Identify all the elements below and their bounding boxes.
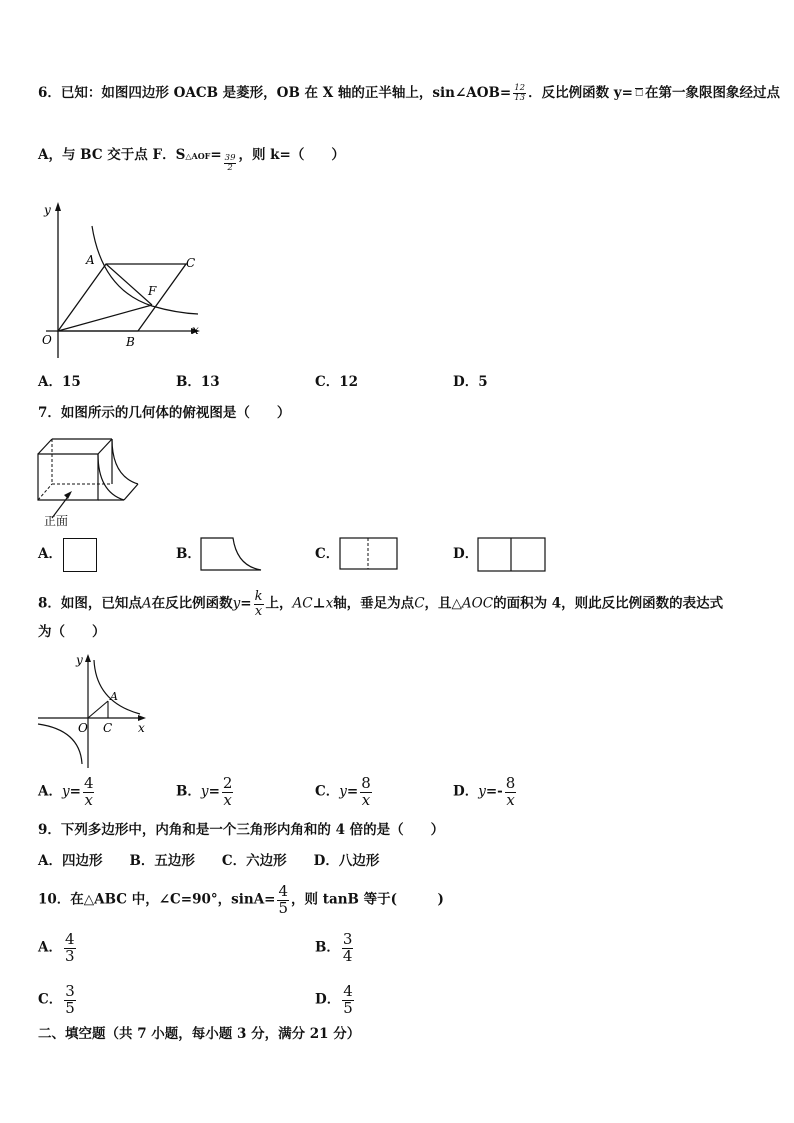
q7-stem: 7．如图所示的几何体的俯视图是（ ）: [38, 405, 291, 421]
q6-text-b: ．反比例函数 y=: [528, 84, 633, 101]
q6-option-a[interactable]: A．15: [38, 374, 81, 390]
q10-option-d[interactable]: D． $\frac{4}{5}$: [315, 982, 353, 1017]
q6-subscript: △AOF: [185, 150, 211, 161]
q8-label-A: A: [110, 690, 118, 703]
q10-stem: 10．在△ABC 中，∠C=90°，sinA= $\frac{4}{5}$ ，则 tanB 等于( ): [38, 882, 444, 917]
section2-heading: 二、填空题（共 7 小题，每小题 3 分，满分 21 分）: [38, 1026, 361, 1042]
q6-text-a: 6．已知：如图四边形 OACB 是菱形，OB 在 X 轴的正半轴上，sin∠AOB=: [38, 84, 512, 101]
q6-func-fraction: □: [634, 88, 643, 99]
q8-option-b[interactable]: B．y= $\frac{2}{x}$: [176, 774, 233, 809]
q9-options[interactable]: A．四边形 B．五边形 C．六边形 D．八边形: [38, 853, 380, 869]
q6-option-c[interactable]: C．12: [315, 374, 359, 390]
q8-option-c[interactable]: C．y= $\frac{8}{x}$: [315, 774, 371, 809]
q9-stem: 9．下列多边形中，内角和是一个三角形内角和的 4 倍的是（ ）: [38, 822, 445, 838]
q10-sin-fraction: $\frac{4}{5}$: [278, 882, 289, 917]
q6-figure: [36, 198, 206, 358]
q7-option-a-shape: [63, 538, 97, 572]
q7-option-b[interactable]: B．: [176, 546, 201, 562]
q10-option-b[interactable]: B． $\frac{3}{4}$: [315, 930, 353, 965]
q6-text-c: 在第一象限图象经过点: [644, 84, 780, 101]
q10-option-c[interactable]: C． $\frac{3}{5}$: [38, 982, 75, 1017]
q7-option-b-shape: [199, 536, 263, 572]
q8-label-y: y: [76, 653, 83, 667]
q8-figure: [36, 650, 156, 770]
q6-label-x: x: [192, 323, 199, 337]
q6-label-A: A: [86, 253, 95, 267]
q6-text-e: ，则 k=（ ）: [238, 146, 345, 163]
q6-line2: A，与 BC 交于点 F．S△AOF= $\frac{39}{2}$ ，则 k=（ ）: [38, 146, 345, 173]
q7-option-a[interactable]: A．: [38, 546, 62, 562]
q10-option-a[interactable]: A． $\frac{4}{3}$: [38, 930, 75, 965]
q6-label-y: y: [44, 203, 51, 217]
q6-area-fraction: $\frac{39}{2}$: [224, 153, 236, 173]
q8-option-d[interactable]: D．y=- $\frac{8}{x}$: [453, 774, 516, 809]
q8-line2: 为（ ）: [38, 624, 106, 640]
q8-option-a[interactable]: A．y= $\frac{4}{x}$: [38, 774, 94, 809]
q7-option-d[interactable]: D．: [453, 546, 479, 562]
q6-text-d: A，与 BC 交于点 F．S: [38, 146, 186, 163]
q8-label-O: O: [78, 721, 88, 735]
q8-var-a: A: [141, 595, 152, 612]
q7-option-c-shape: [339, 537, 399, 571]
q6-option-b[interactable]: B．13: [176, 374, 220, 390]
q7-option-c[interactable]: C．: [315, 546, 340, 562]
q6-label-C: C: [186, 256, 196, 270]
q7-option-d-shape: [477, 537, 547, 573]
q6-sin-fraction: $\frac{12}{13}$: [514, 83, 526, 103]
q6-option-d[interactable]: D．5: [453, 374, 488, 390]
q7-front-label: 正面: [44, 514, 69, 528]
q6-line1: [38, 84, 780, 103]
q8-label-x: x: [138, 721, 145, 735]
q8-func-fraction: $\frac{k}{x}$: [254, 589, 263, 619]
q8-line1: 8．如图，已知点A在反比例函数y= $\frac{k}{x}$ 上，AC⊥x轴，垂足为点C，且△AOC的面积为 4，则此反比例函数的表达式: [38, 589, 724, 619]
q6-label-O: O: [42, 333, 52, 347]
q6-label-B: B: [126, 335, 135, 349]
q8-label-C: C: [103, 721, 113, 735]
q6-label-F: F: [148, 284, 157, 298]
